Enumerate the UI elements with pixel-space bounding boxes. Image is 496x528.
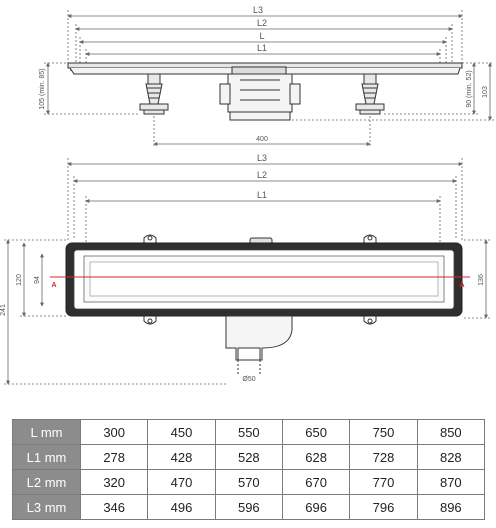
table-cell: 670 [282,470,349,495]
table-cell: 300 [81,420,148,445]
side-label-105: 105 (min. 85) [39,68,46,110]
table-cell: 870 [417,470,484,495]
side-label-l2: L2 [256,18,268,28]
table-cell: 450 [148,420,215,445]
table-cell: 346 [81,495,148,520]
section-label-right: A [459,282,465,289]
table-cell: 650 [282,420,349,445]
side-label-400: 400 [256,136,268,143]
table-cell: 470 [148,470,215,495]
side-label-l: L [259,31,265,41]
side-label-90: 90 (min. 52) [466,70,473,108]
row-label: L mm [13,420,81,445]
table-cell: 428 [148,445,215,470]
plan-label-l2: L2 [256,170,268,180]
plan-label-94: 94 [34,276,41,284]
right-adjustable-foot [356,74,384,114]
dimension-table [12,419,485,520]
channel-profile [68,63,462,74]
plan-outlet [226,316,292,376]
outlet-body [220,74,300,120]
table-cell: 278 [81,445,148,470]
table-cell: 796 [350,495,417,520]
plan-label-241: 241 [0,304,7,316]
table-cell: 320 [81,470,148,495]
table-row [13,470,485,495]
table-cell: 828 [417,445,484,470]
plan-label-l3: L3 [256,153,268,163]
plan-label-120: 120 [16,274,23,286]
channel-frame [66,243,465,316]
table-row [13,445,485,470]
side-view [44,10,494,146]
table-row [13,420,485,445]
outlet-diameter-label: Ø50 [242,376,256,383]
row-label: L3 mm [13,495,81,520]
section-label-left: A [51,282,57,289]
table-cell: 628 [282,445,349,470]
side-label-l3: L3 [252,5,264,15]
table-cell: 896 [417,495,484,520]
side-label-l1: L1 [256,43,268,53]
row-label: L1 mm [13,445,81,470]
plan-label-l1: L1 [256,190,268,200]
plan-view [4,158,490,384]
table-cell: 750 [350,420,417,445]
table-cell: 528 [215,445,282,470]
plan-label-136: 136 [478,274,485,286]
row-label: L2 mm [13,470,81,495]
left-adjustable-foot [140,74,168,114]
table-cell: 550 [215,420,282,445]
table-cell: 850 [417,420,484,445]
plan-dim-l2 [74,176,456,240]
side-label-103: 103 [482,86,489,98]
table-cell: 728 [350,445,417,470]
table-cell: 570 [215,470,282,495]
table-cell: 496 [148,495,215,520]
table-cell: 596 [215,495,282,520]
table-cell: 696 [282,495,349,520]
table-cell: 770 [350,470,417,495]
table-row [13,495,485,520]
